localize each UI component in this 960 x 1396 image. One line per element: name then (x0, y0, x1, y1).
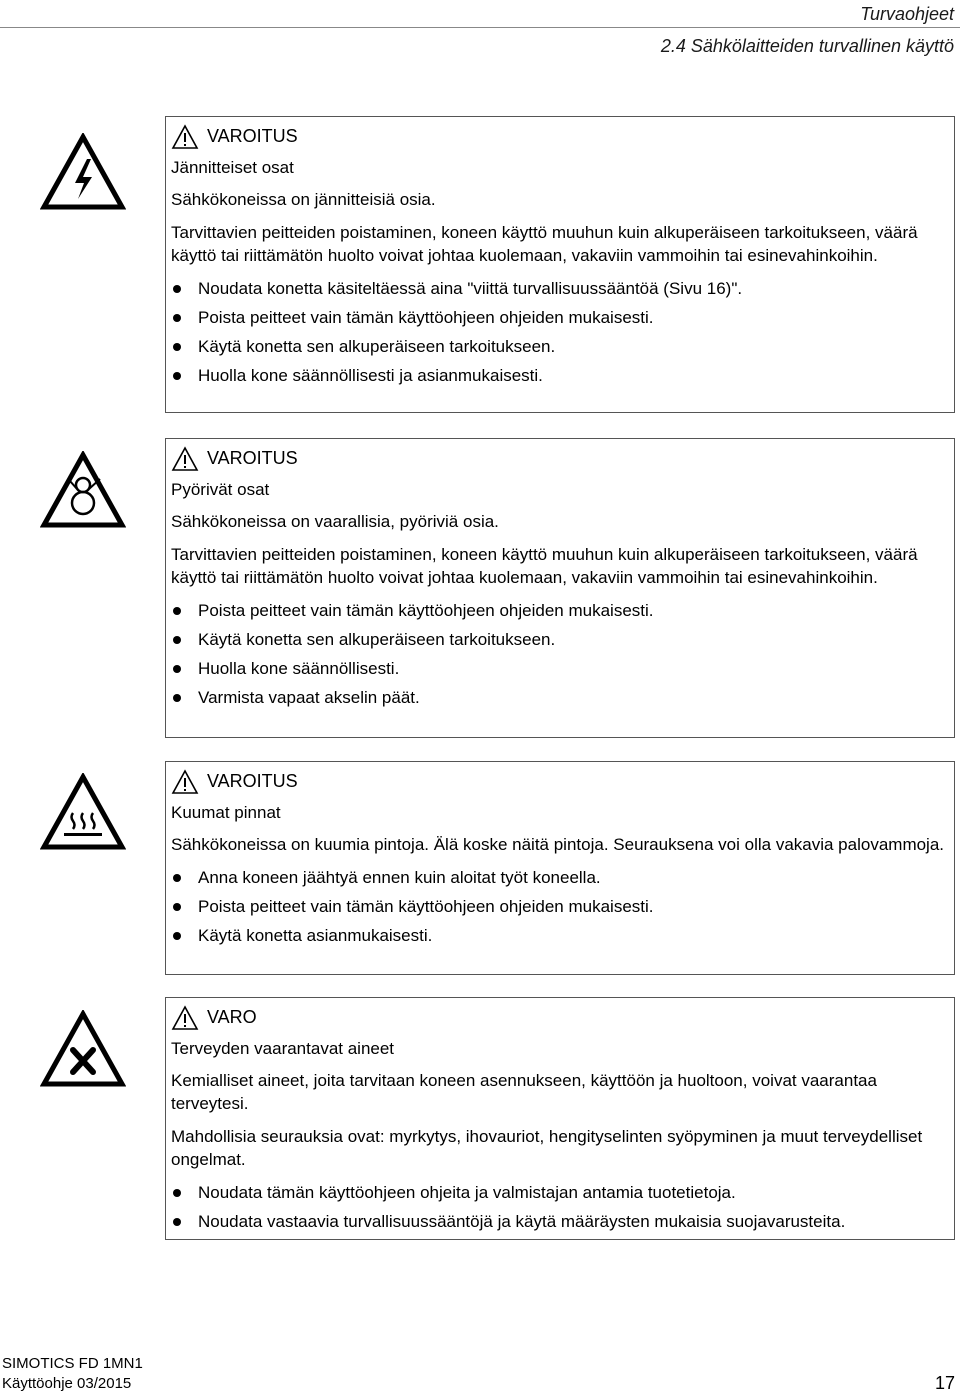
measures-list (171, 1181, 948, 1233)
warning-triangle-icon (171, 1005, 199, 1031)
section-title: Turvaohjeet (860, 4, 954, 24)
list-item: Poista peitteet vain tämän käyttöohjeen ohjeiden mukaisesti. (171, 895, 948, 918)
list-item: Noudata vastaavia turvallisuussääntöjä ja käytä määräysten mukaisia suojavarusteita. (171, 1210, 948, 1233)
signal-word: VAROITUS (207, 771, 298, 791)
list-item: Varmista vapaat akselin päät. (171, 686, 948, 709)
warning-box-hot-surfaces (165, 761, 955, 975)
list-item: Käytä konetta sen alkuperäiseen tarkoitukseen. (171, 628, 948, 651)
signal-word-row (171, 119, 948, 154)
subsection-title: 2.4 Sähkölaitteiden turvallinen käyttö (660, 36, 954, 56)
page-number: 17 (934, 1373, 955, 1393)
list-item: Anna koneen jäähtyä ennen kuin aloitat työt koneella. (171, 866, 948, 889)
footer-manual: Käyttöohje 03/2015 (2, 1375, 132, 1392)
warning-paragraph: Kemialliset aineet, joita tarvitaan koneen asennukseen, käyttöön ja huoltoon, voivat vaarantaa terveytesi. (171, 1071, 877, 1113)
warning-triangle-icon (171, 446, 199, 472)
warning-paragraph: Mahdollisia seurauksia ovat: myrkytys, ihovauriot, hengityselinten syöpyminen ja muut terveydelliset ongelmat. (171, 1127, 923, 1169)
rotating-parts-icon (40, 451, 126, 531)
list-item: Noudata tämän käyttöohjeen ohjeita ja valmistajan antamia tuotetietoja. (171, 1181, 948, 1204)
warning-paragraph: Sähkökoneissa on vaarallisia, pyöriviä osia. (171, 512, 499, 531)
harmful-substance-icon (40, 1010, 126, 1090)
list-item: Noudata konetta käsiteltäessä aina "viittä turvallisuussääntöä (Sivu 16)". (171, 277, 948, 300)
list-item: Käytä konetta sen alkuperäiseen tarkoitukseen. (171, 335, 948, 358)
warning-paragraph: Tarvittavien peitteiden poistaminen, koneen käyttö muuhun kuin alkuperäiseen tarkoitukseen, väärä käyttö tai riittämätön huolto voivat johtaa kuolemaan, vakaviin vammoihin tai esinevahinkoihin. (171, 223, 918, 265)
footer-doc-info (2, 1354, 143, 1394)
list-item: Käytä konetta asianmukaisesti. (171, 924, 948, 947)
hazard-title: Pyörivät osat (171, 480, 270, 499)
list-item: Huolla kone säännöllisesti ja asianmukaisesti. (171, 364, 948, 387)
hazard-title: Kuumat pinnat (171, 803, 281, 822)
warning-paragraph: Tarvittavien peitteiden poistaminen, koneen käyttö muuhun kuin alkuperäiseen tarkoitukseen, väärä käyttö tai riittämätön huolto voivat johtaa kuolemaan, vakaviin vammoihin tai esinevahinkoihin. (171, 545, 918, 587)
list-item: Poista peitteet vain tämän käyttöohjeen ohjeiden mukaisesti. (171, 306, 948, 329)
warning-paragraph: Sähkökoneissa on jännitteisiä osia. (171, 190, 436, 209)
signal-word: VAROITUS (207, 448, 298, 468)
warning-box-live-parts (165, 116, 955, 413)
caution-box-hazardous-substances (165, 997, 955, 1240)
hot-surface-icon (40, 773, 126, 853)
running-header (661, 0, 954, 58)
electric-shock-icon (40, 133, 126, 213)
warning-paragraph: Sähkökoneissa on kuumia pintoja. Älä koske näitä pintoja. Seurauksena voi olla vakavia palovammoja. (171, 835, 945, 854)
signal-word-row (171, 441, 948, 476)
footer-product: SIMOTICS FD 1MN1 (2, 1355, 143, 1372)
measures-list (171, 866, 948, 947)
list-item: Huolla kone säännöllisesti. (171, 657, 948, 680)
measures-list (171, 599, 948, 709)
warning-box-rotating-parts (165, 438, 955, 738)
signal-word-row (171, 764, 948, 799)
signal-word: VAROITUS (207, 126, 298, 146)
warning-triangle-icon (171, 124, 199, 150)
hazard-title: Jännitteiset osat (171, 158, 294, 177)
warning-triangle-icon (171, 769, 199, 795)
list-item: Poista peitteet vain tämän käyttöohjeen ohjeiden mukaisesti. (171, 599, 948, 622)
header-rule (0, 27, 960, 28)
hazard-title: Terveyden vaarantavat aineet (171, 1039, 395, 1058)
measures-list (171, 277, 948, 387)
signal-word: VARO (207, 1007, 257, 1027)
signal-word-row (171, 1000, 948, 1035)
